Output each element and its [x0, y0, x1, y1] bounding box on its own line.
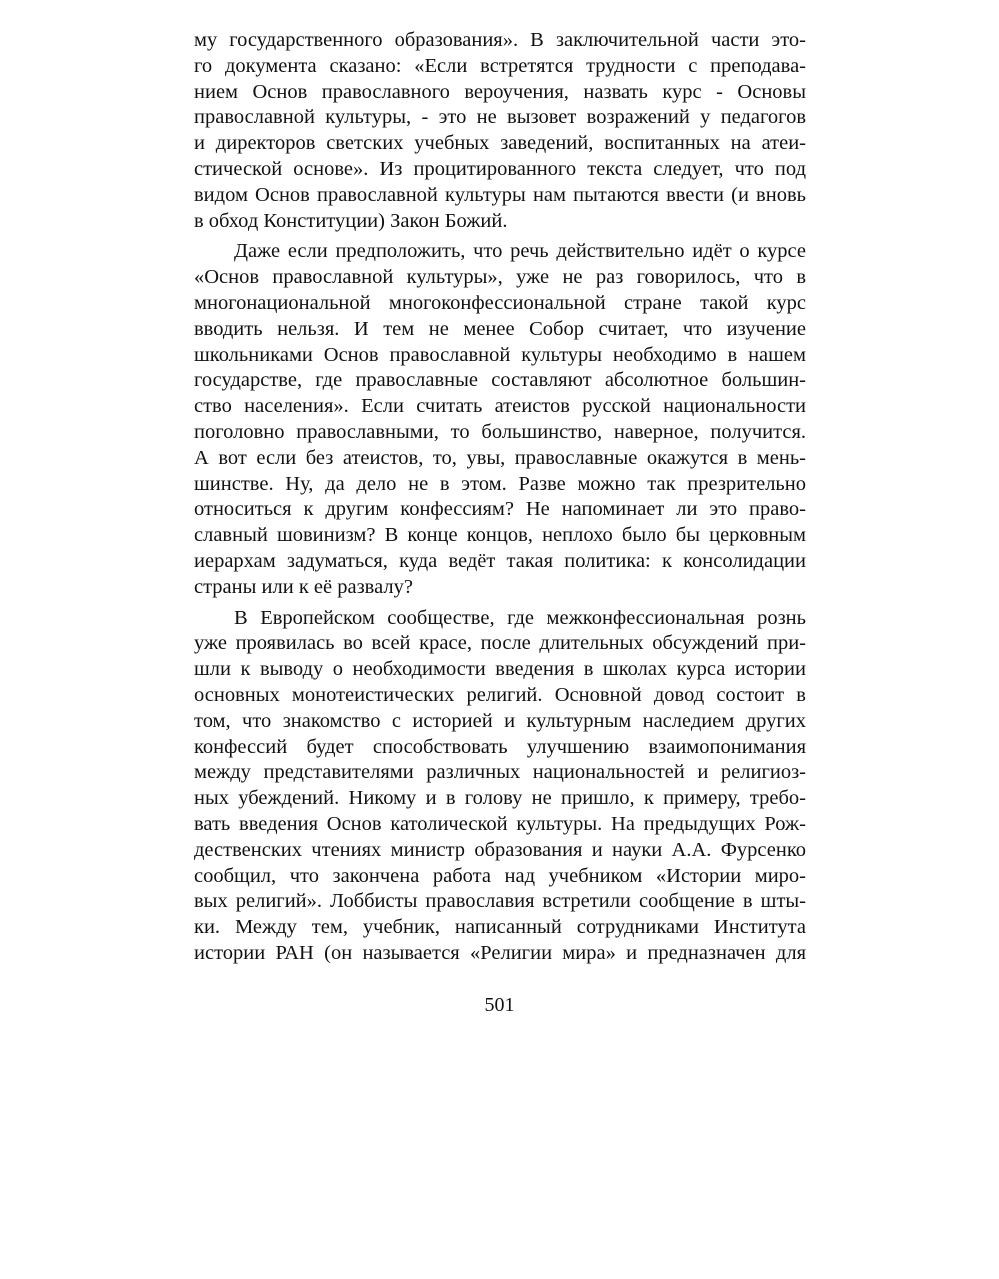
- text-line: иерархам задуматься, куда ведёт такая политика: к консолидации: [194, 549, 806, 572]
- text-line: основных монотеистических религий. Основной довод состоит в: [194, 683, 806, 706]
- text-line: вводить нельзя. И тем не менее Собор считает, что изучение: [194, 317, 806, 340]
- text-line: истории РАН (он называется «Религии мира» и предназначен для: [194, 941, 806, 964]
- text-line: ных убеждений. Никому и в голову не пришло, к примеру, требо-: [194, 787, 806, 810]
- text-line: уже проявилась во всей красе, после длительных обсуждений при-: [194, 632, 806, 655]
- text-line: поголовно православными, то большинство, наверное, получится.: [194, 420, 806, 443]
- text-line: ки. Между тем, учебник, написанный сотрудниками Института: [194, 916, 806, 939]
- text-line: Даже если предположить, что речь действительно идёт о курсе: [234, 240, 806, 263]
- text-line: нием Основ православного вероучения, назвать курс - Основы: [194, 80, 806, 103]
- text-line: шинстве. Ну, да дело не в этом. Разве можно так презрительно: [194, 472, 806, 495]
- text-line: «Основ православной культуры», уже не раз говорилось, что в: [194, 266, 806, 289]
- text-line: государстве, где православные составляют абсолютное большин-: [194, 369, 806, 392]
- text-line: видом Основ православной культуры нам пытаются ввести (и вновь: [194, 183, 806, 206]
- page-number: 501: [484, 994, 515, 1016]
- text-line: и директоров светских учебных заведений, воспитанных на атеи-: [194, 132, 806, 155]
- text-line: му государственного образования». В заключительной части это-: [194, 29, 806, 51]
- text-line: стической основе». Из процитированного текста следует, что под: [194, 157, 806, 180]
- text-line: в обход Конституции) Закон Божий.: [194, 209, 508, 232]
- text-line: между представителями различных национальностей и религиоз-: [194, 761, 806, 784]
- text-line: конфессий будет способствовать улучшению взаимопонимания: [194, 735, 806, 758]
- text-line: шли к выводу о необходимости введения в школах курса истории: [194, 658, 806, 681]
- text-line: том, что знакомство с историей и культурным наследием других: [194, 709, 806, 732]
- text-line: православной культуры, - это не вызовет возражений у педагогов: [194, 106, 806, 129]
- text-line: относиться к другим конфессиям? Не напоминает ли это право-: [194, 498, 806, 521]
- text-line: многонациональной многоконфессиональной стране такой курс: [194, 291, 806, 314]
- text-line: страны или к её развалу?: [194, 575, 413, 598]
- text-line: вать введения Основ католической культуры. На предыдущих Рож-: [194, 812, 806, 835]
- text-line: ство населения». Если считать атеистов русской национальности: [194, 395, 806, 418]
- text-line: сообщил, что закончена работа над учебником «Истории миро-: [194, 864, 806, 887]
- text-line: А вот если без атеистов, то, увы, православные окажутся в мень-: [194, 446, 806, 469]
- text-line: го документа сказано: «Если встретятся трудности с преподава-: [194, 54, 806, 77]
- text-line: вых религий». Лоббисты православия встретили сообщение в шты-: [194, 890, 806, 913]
- text-line: славный шовинизм? В конце концов, неплохо было бы церковным: [194, 524, 806, 547]
- body-text: [194, 28, 806, 967]
- text-line: школьниками Основ православной культуры необходимо в нашем: [194, 343, 806, 366]
- text-line: дественских чтениях министр образования и науки А.А. Фурсенко: [194, 838, 806, 861]
- text-line: В Европейском сообществе, где межконфессиональная рознь: [234, 606, 806, 629]
